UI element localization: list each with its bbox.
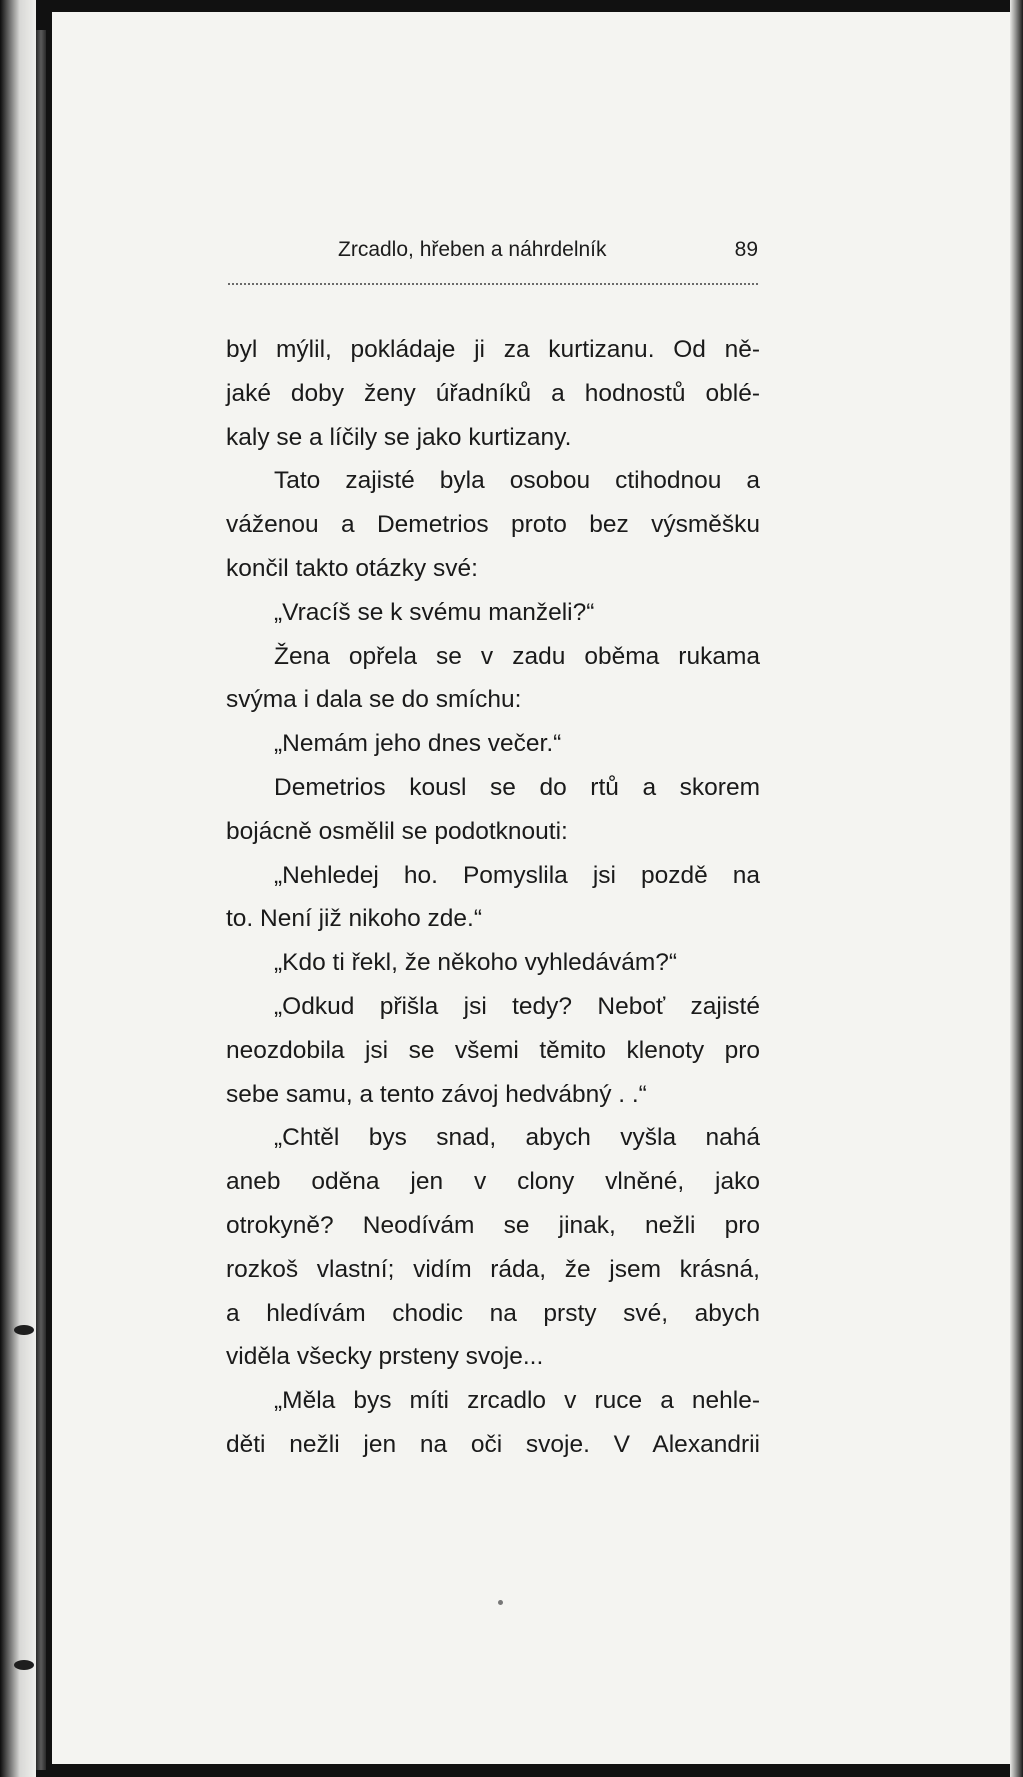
paper-speck: [498, 1600, 503, 1605]
text-line: „Nemám jeho dnes večer.“: [274, 730, 562, 758]
running-head: [228, 238, 758, 262]
text-line: kaly se a líčily se jako kurtizany.: [226, 423, 572, 451]
text-line: Demetrios kousl se do rtů a skorem: [274, 773, 760, 801]
text-line: sebe samu, a tento závoj hedvábný . .“: [226, 1080, 647, 1108]
text-line: Žena opřela se v zadu oběma rukama: [274, 642, 760, 670]
body-text: [226, 328, 760, 1467]
text-line: „Měla bys míti zrcadlo v ruce a nehle-: [274, 1387, 760, 1415]
binding-mark: [14, 1660, 34, 1670]
text-line: „Odkud přišla jsi tedy? Neboť zajisté: [274, 992, 760, 1020]
page-number: 89: [734, 238, 758, 261]
text-line: rozkoš vlastní; vidím ráda, že jsem krásná,: [226, 1255, 760, 1283]
text-line: a hledívám chodic na prsty své, abych: [226, 1299, 760, 1327]
text-line: Tato zajisté byla osobou ctihodnou a: [274, 467, 760, 495]
page-right-edge: [1010, 0, 1023, 1777]
running-head-rule: [228, 283, 758, 285]
text-line: bojácně osmělil se podotknouti:: [226, 817, 568, 845]
binding-edge: [0, 0, 36, 1777]
text-line: svýma i dala se do smíchu:: [226, 686, 522, 714]
text-line: váženou a Demetrios proto bez výsměšku: [226, 511, 760, 539]
text-line: byl mýlil, pokládaje ji za kurtizanu. Od ně-: [226, 336, 760, 363]
text-line: neozdobila jsi se všemi těmito klenoty pro: [226, 1036, 760, 1064]
text-line: aneb oděna jen v clony vlněné, jako: [226, 1168, 760, 1196]
running-head-title: Zrcadlo, hřeben a náhrdelník: [338, 238, 607, 261]
text-line: končil takto otázky své:: [226, 554, 478, 582]
text-line: „Chtěl bys snad, abych vyšla nahá: [274, 1124, 760, 1152]
text-line: „Vracíš se k svému manželi?“: [274, 598, 595, 626]
binding-shadow: [36, 30, 46, 1770]
text-line: děti nežli jen na oči svoje. V Alexandrii: [226, 1430, 760, 1458]
binding-mark: [14, 1325, 34, 1335]
text-line: to. Není již nikoho zde.“: [226, 905, 483, 933]
text-line: viděla všecky prsteny svoje...: [226, 1343, 544, 1371]
text-line: „Nehledej ho. Pomyslila jsi pozdě na: [274, 861, 760, 889]
text-line: jaké doby ženy úřadníků a hodnostů oblé-: [226, 379, 760, 407]
text-line: „Kdo ti řekl, že někoho vyhledávám?“: [274, 949, 678, 977]
text-line: otrokyně? Neodívám se jinak, nežli pro: [226, 1211, 760, 1239]
